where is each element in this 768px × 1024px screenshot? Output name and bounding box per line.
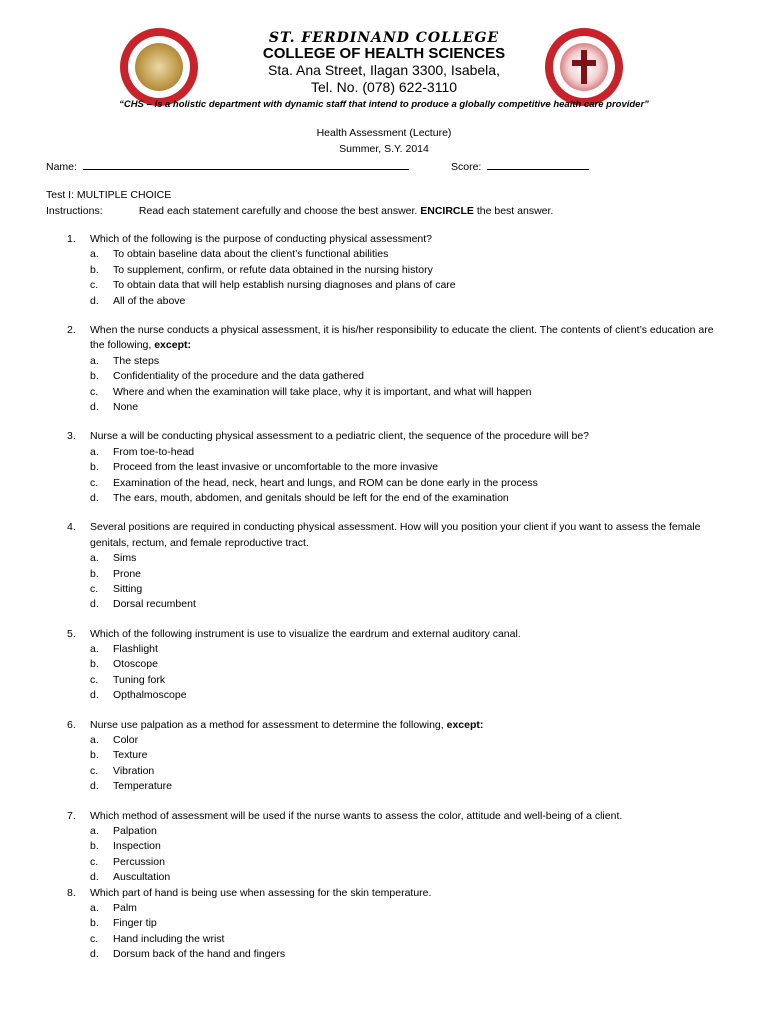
choice-text: Texture: [113, 749, 148, 762]
question-text: [90, 232, 726, 247]
answer-choice[interactable]: [0, 551, 768, 566]
choice-letter: a.: [90, 643, 99, 656]
answer-choice[interactable]: [0, 870, 768, 885]
question-number: 5.: [67, 627, 76, 640]
choice-letter: b.: [90, 658, 99, 671]
choice-letter: c.: [90, 764, 99, 777]
question-number: 6.: [67, 718, 76, 731]
document-header: [0, 22, 768, 102]
question-text: [90, 886, 726, 901]
choice-letter: c.: [90, 279, 99, 292]
college-phone: Tel. No. (078) 622-3110: [310, 79, 458, 95]
choice-letter: c.: [90, 855, 99, 868]
choice-letter: a.: [90, 354, 99, 367]
answer-choice[interactable]: [0, 445, 768, 460]
choice-letter: b.: [90, 567, 99, 580]
question-statement: When the nurse conducts a physical assessment, it is his/her responsibility to educate the client. The contents of client’s education are the following,: [90, 323, 714, 352]
answer-choice[interactable]: [0, 369, 768, 384]
answer-choice[interactable]: [0, 460, 768, 475]
question-statement: Nurse a will be conducting physical assessment to a pediatric client, the sequence of the procedure will be?: [90, 430, 590, 443]
choice-letter: a.: [90, 248, 99, 261]
choice-letter: d.: [90, 871, 99, 884]
answer-choice[interactable]: [0, 779, 768, 794]
score-label: Score:: [451, 161, 482, 173]
choice-text: From toe-to-head: [113, 445, 195, 458]
choice-letter: d.: [90, 689, 99, 702]
question-emphasis: except:: [446, 718, 484, 731]
choice-text: Dorsum back of the hand and fingers: [113, 948, 286, 961]
instructions: [46, 205, 746, 217]
question-statement: Several positions are required in conducting physical assessment. How will you position your client if you want to assess the female genitals, rectum, and female reproductive tract.: [90, 521, 701, 549]
choice-letter: c.: [90, 673, 99, 686]
question-statement: Which of the following instrument is use to visualize the eardrum and external auditory canal.: [90, 627, 521, 640]
answer-choice[interactable]: [0, 278, 768, 293]
question-item: [0, 232, 768, 309]
question-item: [0, 323, 768, 415]
answer-choice[interactable]: [0, 354, 768, 369]
score-blank-line: [487, 159, 589, 170]
choice-letter: d.: [90, 294, 99, 307]
question-statement: Nurse use palpation as a method for assessment to determine the following,: [90, 718, 444, 731]
question-item: [0, 718, 768, 795]
choice-letter: b.: [90, 917, 99, 930]
choice-text: Palpation: [113, 825, 157, 838]
choice-letter: d.: [90, 400, 99, 413]
answer-choice[interactable]: [0, 476, 768, 491]
instructions-text: Read each statement carefully and choose the best answer.: [138, 205, 418, 217]
choice-letter: d.: [90, 948, 99, 961]
choice-text: None: [113, 400, 139, 413]
choice-text: Otoscope: [113, 658, 158, 671]
choice-letter: b.: [90, 461, 99, 474]
choice-text: Proceed from the least invasive or uncomfortable to the more invasive: [113, 461, 439, 474]
choice-text: Finger tip: [113, 917, 157, 930]
choice-text: Opthalmoscope: [113, 689, 187, 702]
question-emphasis: except:: [154, 339, 191, 352]
question-list: [0, 232, 768, 977]
choice-text: Examination of the head, neck, heart and lungs, and ROM can be done early in the process: [113, 476, 538, 489]
answer-choice[interactable]: [0, 764, 768, 779]
answer-choice[interactable]: [0, 932, 768, 947]
question-text: [90, 809, 726, 824]
choice-text: Percussion: [113, 855, 165, 868]
answer-choice[interactable]: [0, 824, 768, 839]
choice-letter: a.: [90, 445, 99, 458]
question-item: [0, 809, 768, 886]
department-motto: “CHS – is a holistic department with dynamic staff that intend to produce a globally competitive health care provider”: [119, 99, 649, 110]
choice-text: Color: [113, 734, 139, 747]
question-text: [90, 323, 726, 354]
question-item: [0, 627, 768, 704]
question-number: 2.: [67, 323, 76, 336]
test-heading: Test I: MULTIPLE CHOICE: [46, 189, 172, 201]
choice-letter: a.: [90, 734, 99, 747]
name-label: Name:: [46, 161, 77, 173]
question-number: 1.: [67, 233, 76, 245]
choice-text: Tuning fork: [113, 673, 166, 686]
instructions-label: Instructions:: [46, 205, 103, 217]
choice-letter: b.: [90, 749, 99, 762]
choice-text: Confidentiality of the procedure and the data gathered: [113, 370, 365, 383]
question-number: 4.: [67, 521, 76, 534]
question-text: [90, 627, 726, 642]
answer-choice[interactable]: [0, 491, 768, 506]
answer-choice[interactable]: [0, 901, 768, 916]
answer-choice[interactable]: [0, 688, 768, 703]
choice-letter: a.: [90, 552, 99, 565]
score-field: [451, 159, 589, 173]
answer-choice[interactable]: [0, 657, 768, 672]
answer-choice[interactable]: [0, 733, 768, 748]
question-text: [90, 429, 726, 444]
answer-choice[interactable]: [0, 839, 768, 854]
instructions-emphasis: ENCIRCLE: [420, 205, 474, 217]
question-number: 3.: [67, 430, 76, 443]
choice-letter: c.: [90, 385, 99, 398]
choice-text: To obtain data that will help establish nursing diagnoses and plans of care: [113, 279, 456, 292]
question-statement: Which of the following is the purpose of conducting physical assessment?: [90, 233, 433, 245]
choice-text: Vibration: [113, 764, 155, 777]
question-statement: Which part of hand is being use when assessing for the skin temperature.: [90, 886, 432, 899]
choice-letter: c.: [90, 582, 99, 595]
answer-choice[interactable]: [0, 947, 768, 962]
choice-letter: d.: [90, 491, 99, 504]
answer-choice[interactable]: [0, 400, 768, 415]
question-number: 8.: [67, 886, 76, 899]
choice-text: Inspection: [113, 840, 161, 853]
choice-text: Sims: [113, 552, 137, 565]
choice-text: Temperature: [113, 780, 172, 793]
choice-letter: b.: [90, 370, 99, 383]
question-item: [0, 520, 768, 612]
department-seal-logo: [545, 28, 623, 106]
answer-choice[interactable]: [0, 855, 768, 870]
answer-choice[interactable]: [0, 582, 768, 597]
answer-choice[interactable]: [0, 642, 768, 657]
choice-text: The ears, mouth, abdomen, and genitals should be left for the end of the examination: [113, 491, 509, 504]
college-department: COLLEGE OF HEALTH SCIENCES: [262, 45, 506, 62]
answer-choice[interactable]: [0, 673, 768, 688]
answer-choice[interactable]: [0, 385, 768, 400]
choice-text: Sitting: [113, 582, 143, 595]
college-address: Sta. Ana Street, Ilagan 3300, Isabela,: [268, 62, 500, 78]
choice-text: Prone: [113, 567, 142, 580]
question-number: 7.: [67, 809, 76, 822]
answer-choice[interactable]: [0, 597, 768, 612]
choice-letter: c.: [90, 932, 99, 945]
choice-text: Dorsal recumbent: [113, 598, 196, 611]
answer-choice[interactable]: [0, 748, 768, 763]
name-field: [46, 159, 409, 173]
name-blank-line: [83, 159, 409, 170]
choice-text: The steps: [113, 354, 160, 367]
answer-choice[interactable]: [0, 294, 768, 309]
choice-letter: d.: [90, 598, 99, 611]
choice-text: Flashlight: [113, 643, 158, 656]
choice-letter: c.: [90, 476, 99, 489]
question-text: [90, 718, 726, 733]
choice-text: Where and when the examination will take place, why it is important, and what will happen: [113, 385, 532, 398]
question-item: [0, 429, 768, 506]
question-text: [90, 520, 726, 551]
choice-text: Palm: [113, 902, 137, 914]
answer-choice[interactable]: [0, 247, 768, 262]
choice-text: To obtain baseline data about the client’s functional abilities: [113, 248, 389, 261]
answer-choice[interactable]: [0, 567, 768, 582]
answer-choice[interactable]: [0, 263, 768, 278]
choice-text: Hand including the wrist: [113, 932, 225, 945]
answer-choice[interactable]: [0, 916, 768, 931]
choice-letter: b.: [90, 840, 99, 853]
instructions-text-end: the best answer.: [476, 205, 554, 217]
exam-title: Health Assessment (Lecture): [316, 127, 452, 139]
choice-text: To supplement, confirm, or refute data obtained in the nursing history: [113, 263, 433, 276]
choice-letter: d.: [90, 780, 99, 793]
question-statement: Which method of assessment will be used if the nurse wants to assess the color, attitude and well-being of a client.: [90, 809, 623, 822]
choice-text: Auscultation: [113, 871, 171, 884]
choice-letter: a.: [90, 825, 99, 838]
choice-letter: b.: [90, 263, 99, 276]
choice-text: All of the above: [113, 294, 186, 307]
question-item: [0, 886, 768, 963]
college-name: ST. FERDINAND COLLEGE: [268, 30, 500, 46]
exam-term: Summer, S.Y. 2014: [339, 143, 429, 155]
choice-letter: a.: [90, 902, 99, 914]
